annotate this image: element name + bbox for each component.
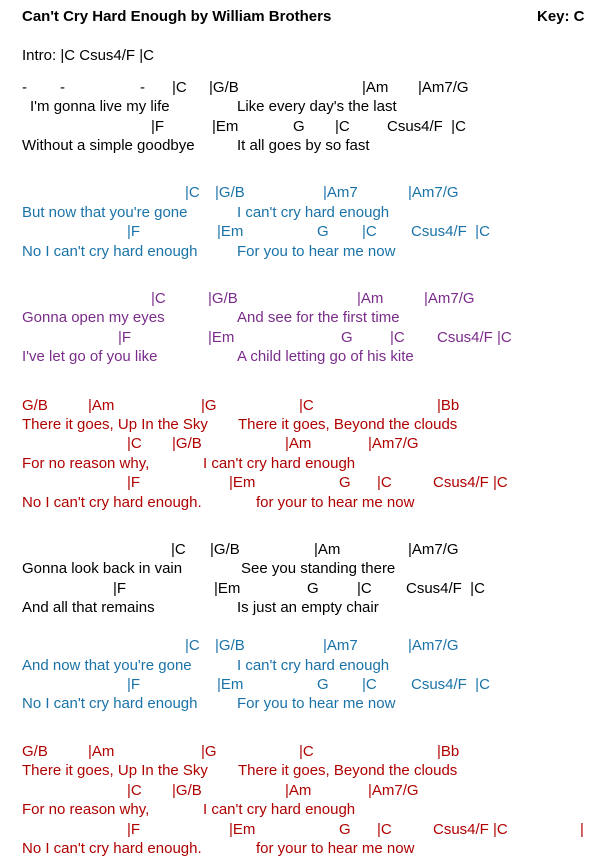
chord: |Am7/G <box>408 637 459 654</box>
chord: |F <box>127 676 141 693</box>
lyric-line <box>0 559 606 578</box>
chord: G <box>317 223 329 240</box>
chord: |C <box>127 782 142 799</box>
chord: |Em <box>229 821 256 838</box>
chord: |C <box>362 223 377 240</box>
chord: |Em <box>208 329 235 346</box>
chord-line <box>0 396 606 415</box>
chord: |Am7 <box>323 184 358 201</box>
lyric-segment: There it goes, Up In the Sky <box>22 762 208 779</box>
lyric-segment: For you to hear me now <box>237 243 396 260</box>
chord: |G/B <box>209 79 239 96</box>
lyric-line <box>0 656 606 675</box>
chord: G <box>339 821 351 838</box>
chord: |F <box>127 474 141 491</box>
lyric-line <box>0 800 606 819</box>
chord: |Am <box>314 541 341 558</box>
chord: G <box>317 676 329 693</box>
lyric-line <box>0 761 606 780</box>
lyric-segment: But now that you're gone <box>22 204 188 221</box>
chord: |Am <box>285 782 312 799</box>
chord: Csus4/F |C <box>411 676 490 693</box>
lyric-line <box>0 347 606 366</box>
chord: |Am7/G <box>368 435 419 452</box>
chord: |Am7/G <box>408 184 459 201</box>
chord: |C <box>185 637 200 654</box>
lyric-segment: No I can't cry hard enough. <box>22 840 202 857</box>
lyric-segment: There it goes, Beyond the clouds <box>238 762 458 779</box>
chord-line <box>0 117 606 136</box>
chord-line <box>0 78 606 97</box>
lyric-line <box>0 493 606 512</box>
chord: |F <box>118 329 132 346</box>
chord: |C <box>185 184 200 201</box>
chord: |Em <box>212 118 239 135</box>
chord: |C <box>171 541 186 558</box>
chord: |Am <box>88 397 115 414</box>
lyric-segment: For you to hear me now <box>237 695 396 712</box>
chord: |Am7/G <box>368 782 419 799</box>
chord: Csus4/F |C <box>411 223 490 240</box>
chord-line <box>0 579 606 598</box>
chord: - <box>22 79 27 96</box>
chord: |Am7/G <box>424 290 475 307</box>
chord: |C <box>357 580 372 597</box>
chord: |Em <box>229 474 256 491</box>
chord: Csus4/F |C <box>437 329 512 346</box>
lyric-segment: No I can't cry hard enough <box>22 243 198 260</box>
chord-line <box>0 289 606 308</box>
lyric-segment: And now that you're gone <box>22 657 192 674</box>
lyric-segment: For no reason why, <box>22 455 150 472</box>
lyric-line <box>0 415 606 434</box>
intro-line: Intro: |C Csus4/F |C <box>22 47 154 64</box>
lyric-segment: There it goes, Up In the Sky <box>22 416 208 433</box>
chord: |C <box>335 118 350 135</box>
chord: |Am <box>362 79 389 96</box>
chord: |F <box>151 118 165 135</box>
chord: |G/B <box>210 541 240 558</box>
chord: G/B <box>22 397 48 414</box>
chord: |G/B <box>172 435 202 452</box>
chord: |Am7/G <box>408 541 459 558</box>
chord: |C <box>377 474 392 491</box>
chord-line <box>0 742 606 761</box>
lyric-segment: I can't cry hard enough <box>203 455 356 472</box>
chord: |Am7/G <box>418 79 469 96</box>
chord: |C <box>151 290 166 307</box>
chord-line <box>0 473 606 492</box>
lyric-segment: A child letting go of his kite <box>237 348 414 365</box>
song-key: Key: C <box>537 8 585 25</box>
lyric-segment: Is just an empty chair <box>237 599 379 616</box>
chord-line <box>0 820 606 839</box>
lyric-segment: I've let go of you like <box>22 348 158 365</box>
chord: |F <box>127 223 141 240</box>
chord: |C <box>390 329 405 346</box>
chord: |Am7 <box>323 637 358 654</box>
lyric-segment: No I can't cry hard enough <box>22 695 198 712</box>
lyric-segment: And see for the first time <box>237 309 400 326</box>
chord: |Am <box>357 290 384 307</box>
chord: |G/B <box>172 782 202 799</box>
chord: |G/B <box>215 184 245 201</box>
chord: |C <box>377 821 392 838</box>
lyric-line <box>0 308 606 327</box>
chord: |Em <box>217 676 244 693</box>
chord: |Bb <box>437 743 460 760</box>
lyric-line <box>0 694 606 713</box>
chord: |G <box>201 743 217 760</box>
chord: Csus4/F |C <box>433 821 508 838</box>
lyric-segment: Gonna open my eyes <box>22 309 165 326</box>
chord: |C <box>299 743 314 760</box>
chord-line <box>0 540 606 559</box>
lyric-segment: Like every day's the last <box>237 98 397 115</box>
lyric-line <box>0 203 606 222</box>
lyric-segment: I can't cry hard enough <box>237 204 390 221</box>
chord: G/B <box>22 743 48 760</box>
chord: |Am <box>285 435 312 452</box>
song-title: Can't Cry Hard Enough by William Brothers <box>22 8 332 25</box>
lyric-line <box>0 839 606 858</box>
lyric-segment: I can't cry hard enough <box>237 657 390 674</box>
lyric-segment: It all goes by so fast <box>237 137 370 154</box>
chord: |C <box>127 435 142 452</box>
lyric-line <box>0 97 606 116</box>
lyric-line <box>0 242 606 261</box>
lyric-segment: No I can't cry hard enough. <box>22 494 202 511</box>
lyric-segment: I'm gonna live my life <box>30 98 170 115</box>
chord-line <box>0 636 606 655</box>
chord: |G/B <box>208 290 238 307</box>
chord: G <box>307 580 319 597</box>
chord: |Bb <box>437 397 460 414</box>
chord: |Am <box>88 743 115 760</box>
chord: | <box>580 821 584 838</box>
chord-line <box>0 675 606 694</box>
lyric-line <box>0 136 606 155</box>
chord-line <box>0 222 606 241</box>
lyric-segment: Gonna look back in vain <box>22 560 183 577</box>
chord: |C <box>362 676 377 693</box>
chord-line <box>0 328 606 347</box>
chord: |Em <box>214 580 241 597</box>
lyric-segment: See you standing there <box>241 560 396 577</box>
chord: - <box>140 79 145 96</box>
lyric-segment: for your to hear me now <box>256 840 415 857</box>
lyric-segment: I can't cry hard enough <box>203 801 356 818</box>
chord: Csus4/F |C <box>433 474 508 491</box>
chord-line <box>0 434 606 453</box>
chord: |F <box>113 580 127 597</box>
chord: |G <box>201 397 217 414</box>
chord-line <box>0 781 606 800</box>
chord: |C <box>172 79 187 96</box>
chord-line <box>0 183 606 202</box>
chord: |C <box>299 397 314 414</box>
chord: |G/B <box>215 637 245 654</box>
chord: |F <box>127 821 141 838</box>
chord: |Em <box>217 223 244 240</box>
chord: G <box>341 329 353 346</box>
chord: G <box>339 474 351 491</box>
chord: - <box>60 79 65 96</box>
lyric-segment: for your to hear me now <box>256 494 415 511</box>
chord: G <box>293 118 305 135</box>
chord: Csus4/F |C <box>387 118 466 135</box>
lyric-segment: Without a simple goodbye <box>22 137 195 154</box>
lyric-line <box>0 454 606 473</box>
lyric-segment: For no reason why, <box>22 801 150 818</box>
lyric-segment: There it goes, Beyond the clouds <box>238 416 458 433</box>
chord: Csus4/F |C <box>406 580 485 597</box>
lyric-line <box>0 598 606 617</box>
lyric-segment: And all that remains <box>22 599 155 616</box>
